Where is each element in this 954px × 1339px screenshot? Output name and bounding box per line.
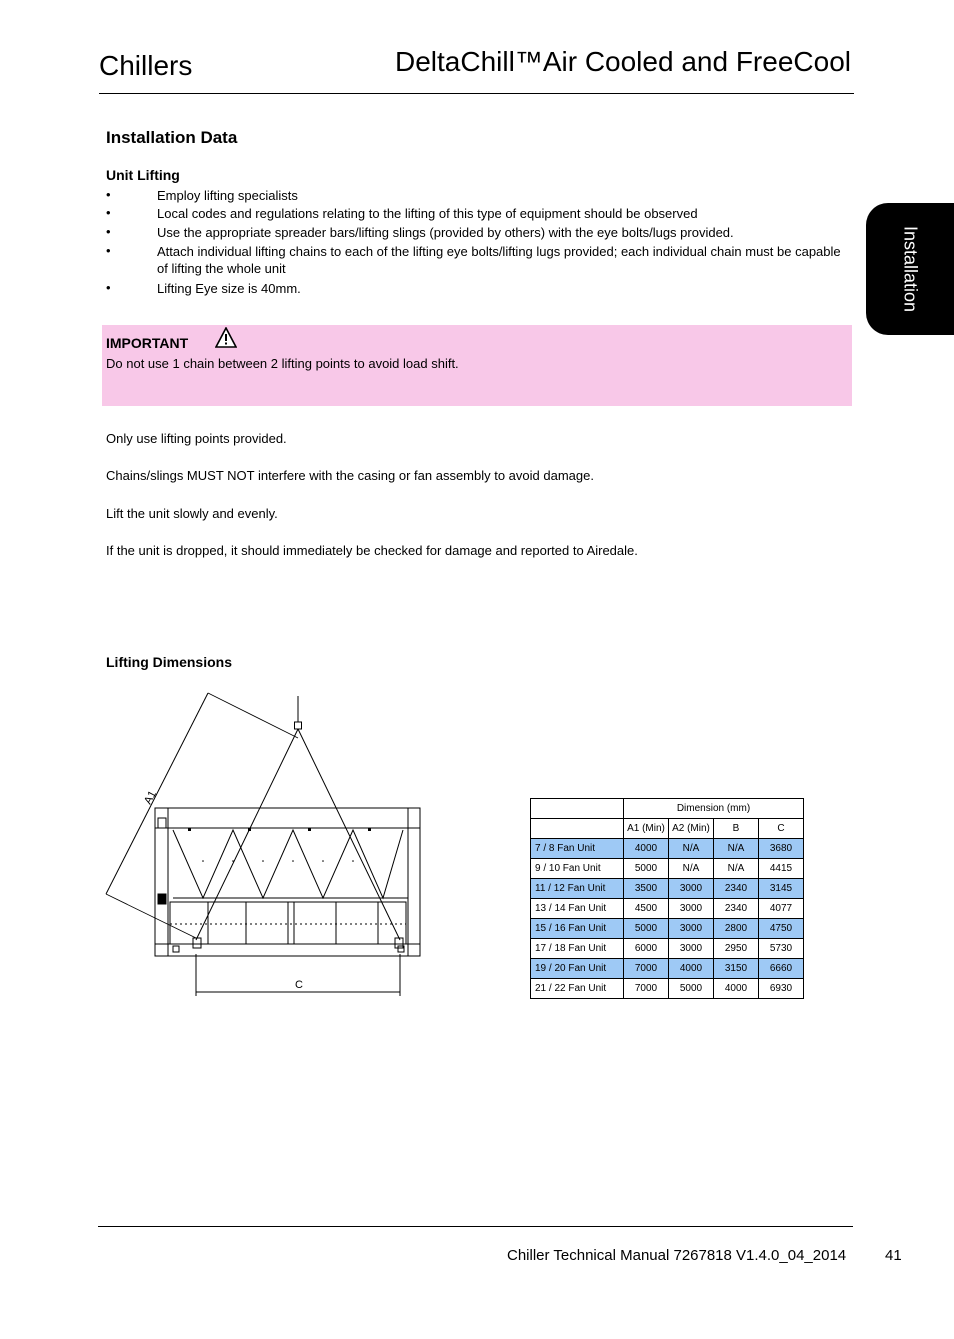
bullet-marker: • [106,243,111,258]
bullet-text: Employ lifting specialists [157,188,298,203]
lifting-diagram [98,688,428,1000]
bullet-text: Use the appropriate spreader bars/lifting slings (provided by others) with the eye bolts/lugs provided. [157,225,734,240]
table-cell: 5000 [624,919,669,939]
table-cell: 6660 [759,959,804,979]
unit-lifting-title: Unit Lifting [106,167,180,183]
important-text: Do not use 1 chain between 2 lifting points to avoid load shift. [106,356,459,371]
row-label: 13 / 14 Fan Unit [531,899,624,919]
header-product-title: DeltaChill™Air Cooled and FreeCool [395,46,851,77]
table-row [531,899,804,919]
section-title: Installation Data [106,128,238,147]
label-c: C [295,979,303,991]
table-cell: 4000 [714,979,759,999]
table-cell: 3000 [669,939,714,959]
table-row [531,939,804,959]
bullet-text: Attach individual lifting chains to each of the lifting eye bolts/lifting lugs provided; each individual chain must be capable of lifting the whole unit [157,244,841,276]
header-divider [99,93,854,94]
column-header: A2 (Min) [669,819,714,839]
row-label: 11 / 12 Fan Unit [531,879,624,899]
bullet-marker: • [106,224,111,239]
table-cell: 2950 [714,939,759,959]
table-cell: 7000 [624,959,669,979]
column-header: B [714,819,759,839]
table-corner-cell [531,799,624,819]
paragraph: Only use lifting points provided. [106,431,287,446]
table-cell: N/A [714,859,759,879]
table-row [531,879,804,899]
table-corner-cell [531,819,624,839]
table-cell: 2800 [714,919,759,939]
dimension-group-header: Dimension (mm) [624,799,804,819]
table-cell: 4077 [759,899,804,919]
bullet-text: Local codes and regulations relating to the lifting of this type of equipment should be observed [157,206,698,221]
table-cell: 5000 [624,859,669,879]
header-chillers: Chillers [99,50,193,81]
important-label: IMPORTANT [106,335,189,351]
table-cell: 7000 [624,979,669,999]
table-cell: 6000 [624,939,669,959]
table-cell: 3500 [624,879,669,899]
side-tab-label: Installation [900,225,921,313]
table-cell: 5000 [669,979,714,999]
column-header: A1 (Min) [624,819,669,839]
table-cell: 4750 [759,919,804,939]
warning-triangle-icon [215,327,237,348]
table-cell: 4415 [759,859,804,879]
row-label: 9 / 10 Fan Unit [531,859,624,879]
table-cell: N/A [714,839,759,859]
table-row [531,979,804,999]
row-label: 21 / 22 Fan Unit [531,979,624,999]
table-header-row [531,799,804,819]
label-a1: A1 [142,788,159,807]
row-label: 17 / 18 Fan Unit [531,939,624,959]
table-cell: 4000 [624,839,669,859]
footer-divider [98,1226,853,1227]
row-label: 19 / 20 Fan Unit [531,959,624,979]
table-row [531,839,804,859]
table-cell: 6930 [759,979,804,999]
bullet-marker: • [106,187,111,202]
table-cell: 3145 [759,879,804,899]
table-cell: 2340 [714,879,759,899]
table-cell: 3680 [759,839,804,859]
table-row [531,959,804,979]
side-tab-installation[interactable] [866,203,954,335]
table-cell: 3000 [669,899,714,919]
column-header: C [759,819,804,839]
table-cell: 2340 [714,899,759,919]
table-cell: 4000 [669,959,714,979]
table-cell: N/A [669,839,714,859]
bullet-marker: • [106,205,111,220]
table-cell: 3000 [669,879,714,899]
table-cell: N/A [669,859,714,879]
table-cell: 5730 [759,939,804,959]
table-cell: 4500 [624,899,669,919]
paragraph: Chains/slings MUST NOT interfere with the casing or fan assembly to avoid damage. [106,468,594,483]
paragraph: If the unit is dropped, it should immediately be checked for damage and reported to Airedale. [106,543,638,558]
table-cell: 3150 [714,959,759,979]
bullet-marker: • [106,280,111,295]
row-label: 7 / 8 Fan Unit [531,839,624,859]
footer-page-number: 41 [885,1247,902,1264]
row-label: 15 / 16 Fan Unit [531,919,624,939]
footer-manual-reference: Chiller Technical Manual 7267818 V1.4.0_04_2014 [507,1247,847,1264]
bullet-text: Lifting Eye size is 40mm. [157,281,301,296]
table-row [531,919,804,939]
table-row [531,859,804,879]
paragraph: Lift the unit slowly and evenly. [106,506,278,521]
table-column-header-row [531,819,804,839]
table-cell: 3000 [669,919,714,939]
lifting-dimensions-title: Lifting Dimensions [106,654,232,670]
dimension-table [530,798,804,999]
